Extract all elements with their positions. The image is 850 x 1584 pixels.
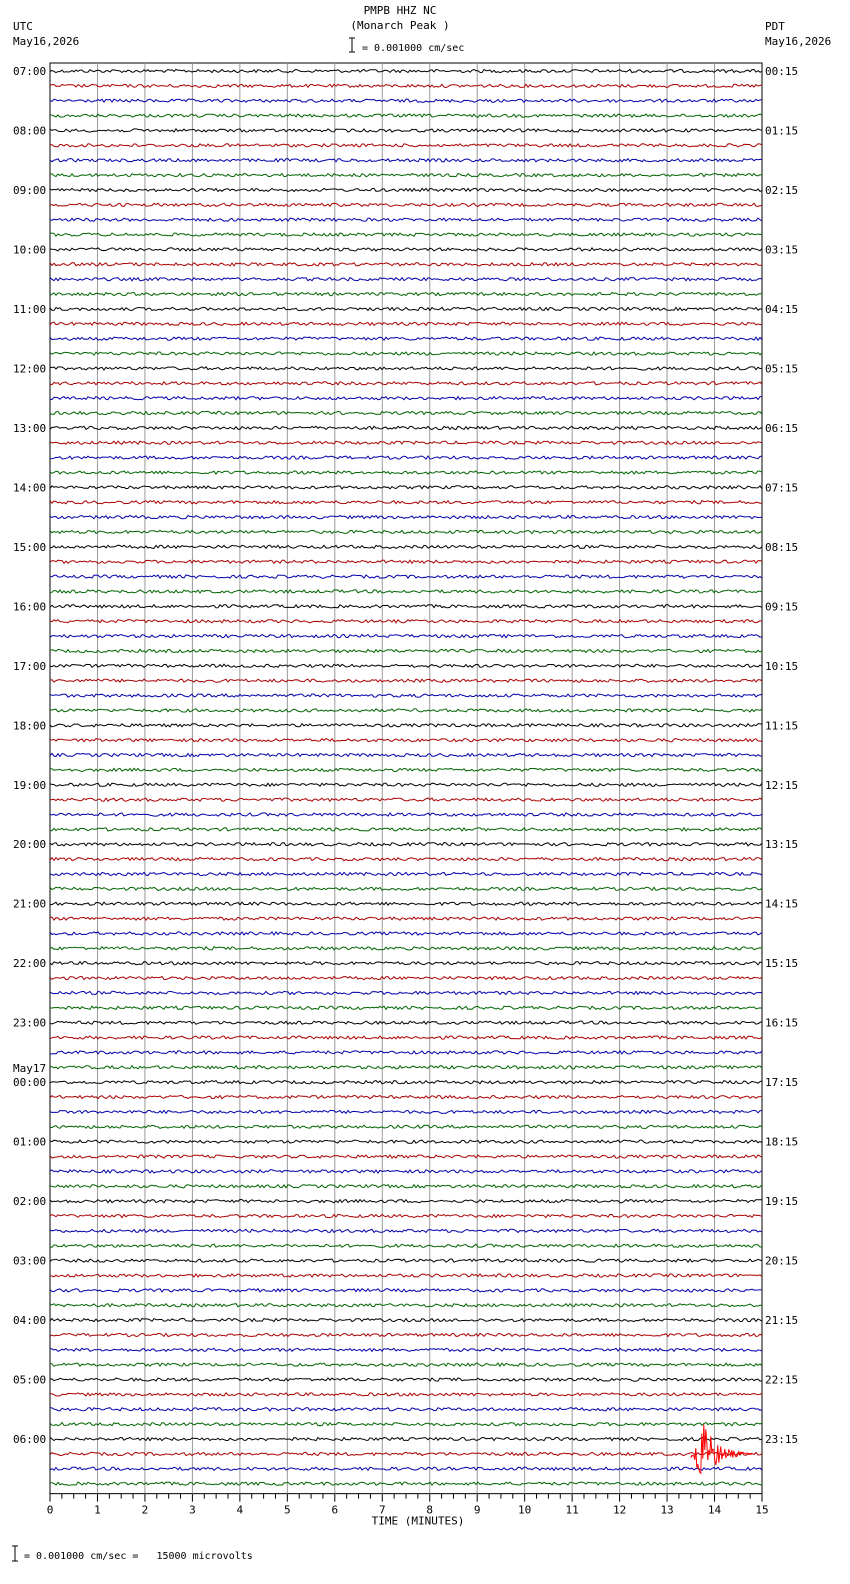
x-tick-label: 14 [707, 1503, 722, 1517]
trace-line [50, 649, 762, 652]
trace-line [50, 1155, 762, 1158]
trace-line [50, 203, 762, 206]
x-tick-label: 0 [46, 1503, 54, 1517]
trace-line [50, 159, 762, 162]
utc-hour-label: 21:00 [13, 897, 47, 911]
utc-hour-label: 19:00 [13, 778, 47, 792]
pdt-hour-label: 10:15 [765, 659, 799, 673]
pdt-hour-label: 14:15 [765, 897, 799, 911]
trace-line [50, 278, 762, 281]
trace-line [50, 1081, 762, 1084]
x-tick-label: 12 [612, 1503, 627, 1517]
utc-hour-label: 05:00 [13, 1373, 47, 1387]
trace-line [50, 1170, 762, 1173]
utc-hour-label: 00:00 [13, 1076, 47, 1090]
utc-hour-label: 18:00 [13, 719, 47, 733]
trace-line [50, 1214, 762, 1217]
trace-line [50, 188, 762, 191]
x-tick-label: 11 [565, 1503, 579, 1517]
pdt-hour-label: 18:15 [765, 1135, 799, 1149]
trace-line [50, 664, 762, 667]
event-waveform [691, 1425, 752, 1474]
trace-line [50, 977, 762, 980]
trace-line [50, 843, 762, 846]
trace-line [50, 248, 762, 251]
trace-line [50, 337, 762, 340]
pdt-hour-label: 23:15 [765, 1433, 799, 1447]
trace-line [50, 441, 762, 444]
trace-line [50, 1051, 762, 1054]
footer-scale-note: = 0.001000 cm/sec = 15000 microvolts [24, 1551, 253, 1562]
x-tick-label: 5 [284, 1503, 291, 1517]
trace-line [50, 768, 762, 771]
utc-hour-label: 01:00 [13, 1135, 47, 1149]
trace-line [50, 1333, 762, 1336]
pdt-hour-label: 12:15 [765, 778, 799, 792]
pdt-hour-label: 09:15 [765, 600, 799, 614]
utc-hour-label: 11:00 [13, 302, 47, 316]
pdt-hour-label: 00:15 [765, 65, 799, 78]
trace-line [50, 1229, 762, 1232]
pdt-hour-label: 01:15 [765, 124, 799, 138]
trace-line [50, 114, 762, 117]
utc-hour-label: 17:00 [13, 659, 47, 673]
pdt-hour-label: 16:15 [765, 1016, 799, 1030]
trace-line [50, 530, 762, 533]
trace-line [50, 397, 762, 400]
trace-line [50, 932, 762, 935]
trace-line [50, 1437, 762, 1440]
trace-line [50, 99, 762, 102]
trace-line [50, 456, 762, 459]
trace-line [50, 1274, 762, 1277]
trace-line [50, 1095, 762, 1098]
trace-line [50, 1021, 762, 1024]
trace-line [50, 233, 762, 236]
right-date: May16,2026 [765, 35, 832, 48]
trace-line [50, 367, 762, 370]
trace-line [50, 709, 762, 712]
trace-line [50, 917, 762, 920]
trace-line [50, 783, 762, 786]
trace-line [50, 753, 762, 756]
trace-line [50, 1408, 762, 1411]
trace-line [50, 545, 762, 548]
trace-line [50, 516, 762, 519]
pdt-hour-label: 19:15 [765, 1195, 799, 1209]
x-tick-label: 9 [473, 1503, 481, 1517]
pdt-hour-label: 22:15 [765, 1373, 799, 1387]
date-change-label: May17 [13, 1062, 47, 1076]
x-tick-label: 4 [236, 1503, 244, 1517]
trace-line [50, 828, 762, 831]
x-tick-label: 13 [660, 1503, 674, 1517]
trace-line [50, 1393, 762, 1396]
trace-line [50, 218, 762, 221]
pdt-hour-label: 07:15 [765, 481, 799, 495]
trace-line [50, 902, 762, 905]
trace-line [50, 486, 762, 489]
trace-line [50, 174, 762, 177]
trace-line [50, 1304, 762, 1307]
trace-line [50, 382, 762, 385]
utc-hour-label: 15:00 [13, 540, 47, 554]
utc-hour-label: 12:00 [13, 362, 47, 376]
station-title: PMPB HHZ NC [363, 4, 437, 17]
trace-line [50, 129, 762, 132]
x-tick-label: 15 [755, 1503, 769, 1517]
pdt-hour-label: 13:15 [765, 838, 799, 852]
trace-line [50, 84, 762, 87]
trace-line [50, 1363, 762, 1366]
trace-line [50, 1452, 762, 1455]
trace-line [50, 1140, 762, 1143]
pdt-hour-label: 06:15 [765, 421, 799, 435]
x-tick-label: 1 [94, 1503, 101, 1517]
footer-scale-icon [10, 1545, 20, 1563]
trace-line [50, 1319, 762, 1322]
trace-line [50, 69, 762, 72]
x-tick-label: 2 [141, 1503, 149, 1517]
trace-line [50, 694, 762, 697]
utc-hour-label: 16:00 [13, 600, 47, 614]
trace-line [50, 1036, 762, 1039]
pdt-hour-label: 21:15 [765, 1314, 799, 1328]
pdt-hour-label: 20:15 [765, 1254, 799, 1268]
trace-line [50, 858, 762, 861]
trace-line [50, 1244, 762, 1247]
trace-line [50, 813, 762, 816]
trace-line [50, 605, 762, 608]
scale-text: = 0.001000 cm/sec [362, 43, 465, 54]
trace-line [50, 947, 762, 950]
trace-line [50, 1200, 762, 1203]
utc-hour-label: 09:00 [13, 183, 47, 197]
utc-hour-label: 13:00 [13, 421, 47, 435]
utc-hour-label: 23:00 [13, 1016, 47, 1030]
trace-line [50, 322, 762, 325]
trace-line [50, 724, 762, 727]
trace-line [50, 590, 762, 593]
utc-hour-label: 07:00 [13, 65, 47, 78]
trace-line [50, 352, 762, 355]
left-zone: UTC [13, 20, 33, 33]
x-tick-label: 3 [189, 1503, 196, 1517]
trace-line [50, 426, 762, 429]
utc-hour-label: 08:00 [13, 124, 47, 138]
trace-line [50, 307, 762, 310]
trace-line [50, 620, 762, 623]
trace-line [50, 1185, 762, 1188]
trace-line [50, 293, 762, 296]
x-tick-label: 7 [378, 1503, 386, 1517]
station-location: (Monarch Peak ) [350, 19, 450, 32]
trace-line [50, 1259, 762, 1262]
pdt-hour-label: 05:15 [765, 362, 799, 376]
trace-line [50, 635, 762, 638]
trace-line [50, 1348, 762, 1351]
trace-line [50, 144, 762, 147]
trace-line [50, 263, 762, 266]
trace-line [50, 1125, 762, 1128]
trace-line [50, 887, 762, 890]
x-tick-label: 8 [426, 1503, 434, 1517]
utc-hour-label: 14:00 [13, 481, 47, 495]
x-tick-label: 6 [331, 1503, 339, 1517]
trace-line [50, 471, 762, 474]
pdt-hour-label: 15:15 [765, 957, 799, 971]
trace-line [50, 739, 762, 742]
trace-line [50, 1289, 762, 1292]
left-date: May16,2026 [13, 35, 80, 48]
pdt-hour-label: 11:15 [765, 719, 799, 733]
utc-hour-label: 22:00 [13, 957, 47, 971]
trace-line [50, 575, 762, 578]
utc-hour-label: 20:00 [13, 838, 47, 852]
trace-line [50, 1006, 762, 1009]
x-axis-label: TIME (MINUTES) [371, 1514, 465, 1528]
right-zone: PDT [765, 20, 785, 33]
trace-line [50, 560, 762, 563]
trace-line [50, 872, 762, 875]
trace-line [50, 1378, 762, 1381]
trace-line [50, 1423, 762, 1426]
utc-hour-label: 10:00 [13, 243, 47, 257]
utc-hour-label: 06:00 [13, 1433, 47, 1447]
utc-hour-label: 02:00 [13, 1195, 47, 1209]
pdt-hour-label: 02:15 [765, 183, 799, 197]
trace-line [50, 1467, 762, 1470]
utc-hour-label: 04:00 [13, 1314, 47, 1328]
trace-line [50, 501, 762, 504]
pdt-hour-label: 03:15 [765, 243, 799, 257]
pdt-hour-label: 08:15 [765, 540, 799, 554]
trace-line [50, 962, 762, 965]
pdt-hour-label: 17:15 [765, 1076, 799, 1090]
utc-hour-label: 03:00 [13, 1254, 47, 1268]
trace-line [50, 798, 762, 801]
trace-line [50, 1110, 762, 1113]
trace-line [50, 991, 762, 994]
trace-line [50, 411, 762, 414]
x-tick-label: 10 [518, 1503, 532, 1517]
trace-line [50, 1482, 762, 1485]
pdt-hour-label: 04:15 [765, 302, 799, 316]
trace-line [50, 679, 762, 682]
trace-line [50, 1066, 762, 1069]
